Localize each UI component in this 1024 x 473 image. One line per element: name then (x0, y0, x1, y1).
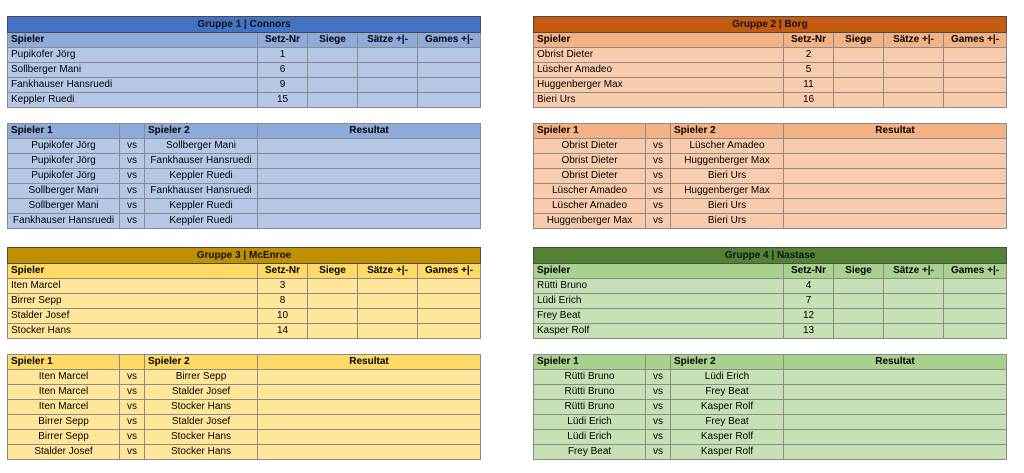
player-saetze-cell[interactable] (358, 279, 418, 294)
player-saetze-cell[interactable] (358, 48, 418, 63)
player-name[interactable]: Huggenberger Max (534, 78, 784, 93)
col-header-resultat: Resultat (784, 355, 1007, 370)
matches-table (533, 123, 1007, 229)
group-title: Gruppe 4 | Nastase (534, 248, 1007, 264)
match-result-cell[interactable] (784, 415, 1007, 430)
match-row (8, 445, 481, 460)
player-row (8, 294, 481, 309)
match-player-1[interactable]: Sollberger Mani (8, 199, 120, 214)
standings-header (534, 264, 1007, 279)
col-header-spieler-1: Spieler 1 (534, 355, 646, 370)
player-name[interactable]: Lüdi Erich (534, 294, 784, 309)
match-row (8, 154, 481, 169)
match-result-cell[interactable] (258, 199, 481, 214)
player-seed[interactable]: 14 (258, 324, 308, 339)
player-games-cell[interactable] (944, 78, 1007, 93)
player-seed[interactable]: 11 (784, 78, 834, 93)
match-player-2[interactable]: Stocker Hans (145, 430, 258, 445)
match-player-1[interactable]: Pupikofer Jörg (8, 154, 120, 169)
player-name[interactable]: Stocker Hans (8, 324, 258, 339)
match-player-2[interactable]: Fankhauser Hansruedi (145, 184, 258, 199)
col-header-games: Games +|- (944, 264, 1007, 279)
player-row (8, 93, 481, 108)
player-name[interactable]: Bieri Urs (534, 93, 784, 108)
player-games-cell[interactable] (944, 309, 1007, 324)
player-games-cell[interactable] (944, 324, 1007, 339)
player-siege-cell[interactable] (834, 78, 884, 93)
match-player-2[interactable]: Huggenberger Max (671, 184, 784, 199)
match-vs: vs (646, 385, 671, 400)
match-vs: vs (120, 430, 145, 445)
player-games-cell[interactable] (418, 48, 481, 63)
match-result-cell[interactable] (258, 385, 481, 400)
player-row (8, 48, 481, 63)
standings-table (7, 247, 481, 339)
match-result-cell[interactable] (258, 154, 481, 169)
player-seed[interactable]: 10 (258, 309, 308, 324)
match-vs: vs (646, 199, 671, 214)
player-name[interactable]: Kasper Rolf (534, 324, 784, 339)
col-header-spieler: Spieler (534, 33, 784, 48)
player-name[interactable]: Keppler Ruedi (8, 93, 258, 108)
match-player-1[interactable]: Rütti Bruno (534, 385, 646, 400)
match-player-2[interactable]: Bieri Urs (671, 214, 784, 229)
match-player-2[interactable]: Sollberger Mani (145, 139, 258, 154)
player-seed[interactable]: 3 (258, 279, 308, 294)
player-row (8, 309, 481, 324)
col-header-spieler-2: Spieler 2 (145, 355, 258, 370)
standings-table (533, 16, 1007, 108)
player-row (534, 294, 1007, 309)
match-player-1[interactable]: Lüscher Amadeo (534, 184, 646, 199)
standings-header (8, 33, 481, 48)
match-row (8, 199, 481, 214)
match-player-1[interactable]: Iten Marcel (8, 400, 120, 415)
standings-table (533, 247, 1007, 339)
player-siege-cell[interactable] (834, 309, 884, 324)
player-games-cell[interactable] (418, 78, 481, 93)
match-player-1[interactable]: Lüdi Erich (534, 415, 646, 430)
match-player-1[interactable]: Lüscher Amadeo (534, 199, 646, 214)
match-row (534, 400, 1007, 415)
match-player-1[interactable]: Huggenberger Max (534, 214, 646, 229)
match-row (8, 169, 481, 184)
player-seed[interactable]: 8 (258, 294, 308, 309)
player-seed[interactable]: 12 (784, 309, 834, 324)
match-vs: vs (120, 400, 145, 415)
player-name[interactable]: Sollberger Mani (8, 63, 258, 78)
match-player-1[interactable]: Stalder Josef (8, 445, 120, 460)
match-result-cell[interactable] (258, 139, 481, 154)
player-seed[interactable]: 1 (258, 48, 308, 63)
match-vs: vs (646, 154, 671, 169)
match-player-1[interactable]: Obrist Dieter (534, 154, 646, 169)
col-header-siege: Siege (834, 33, 884, 48)
col-header-games: Games +|- (418, 264, 481, 279)
match-player-2[interactable]: Bieri Urs (671, 169, 784, 184)
match-player-2[interactable]: Frey Beat (671, 415, 784, 430)
group-title: Gruppe 3 | McEnroe (8, 248, 481, 264)
match-player-2[interactable]: Kasper Rolf (671, 445, 784, 460)
match-player-1[interactable]: Obrist Dieter (534, 169, 646, 184)
match-result-cell[interactable] (784, 199, 1007, 214)
player-name[interactable]: Iten Marcel (8, 279, 258, 294)
match-vs: vs (646, 139, 671, 154)
player-row (534, 93, 1007, 108)
player-games-cell[interactable] (418, 63, 481, 78)
match-player-2[interactable]: Huggenberger Max (671, 154, 784, 169)
match-player-1[interactable]: Birrer Sepp (8, 415, 120, 430)
player-saetze-cell[interactable] (884, 324, 944, 339)
player-name[interactable]: Stalder Josef (8, 309, 258, 324)
player-siege-cell[interactable] (834, 48, 884, 63)
match-player-1[interactable]: Rütti Bruno (534, 370, 646, 385)
match-player-2[interactable]: Frey Beat (671, 385, 784, 400)
col-header-siege: Siege (834, 264, 884, 279)
col-header-saetze: Sätze +|- (358, 33, 418, 48)
group-4 (533, 247, 1006, 460)
player-name[interactable]: Obrist Dieter (534, 48, 784, 63)
match-vs: vs (120, 214, 145, 229)
player-seed[interactable]: 7 (784, 294, 834, 309)
col-header-spieler-2: Spieler 2 (671, 355, 784, 370)
match-row (8, 385, 481, 400)
player-games-cell[interactable] (944, 93, 1007, 108)
match-result-cell[interactable] (784, 169, 1007, 184)
col-header-spieler: Spieler (8, 33, 258, 48)
player-row (534, 324, 1007, 339)
match-row (534, 385, 1007, 400)
match-player-1[interactable]: Rütti Bruno (534, 400, 646, 415)
player-siege-cell[interactable] (834, 63, 884, 78)
match-player-2[interactable]: Lüdi Erich (671, 370, 784, 385)
match-vs: vs (646, 430, 671, 445)
match-player-1[interactable]: Frey Beat (534, 445, 646, 460)
match-player-1[interactable]: Obrist Dieter (534, 139, 646, 154)
match-result-cell[interactable] (258, 430, 481, 445)
match-player-2[interactable]: Stalder Josef (145, 415, 258, 430)
match-vs: vs (646, 445, 671, 460)
match-result-cell[interactable] (784, 445, 1007, 460)
col-header-siege: Siege (308, 33, 358, 48)
matches-header (534, 124, 1007, 139)
player-games-cell[interactable] (944, 63, 1007, 78)
matches-header (8, 124, 481, 139)
standings-table (7, 16, 481, 108)
match-result-cell[interactable] (784, 430, 1007, 445)
player-name[interactable]: Rütti Bruno (534, 279, 784, 294)
match-player-2[interactable]: Keppler Ruedi (145, 214, 258, 229)
col-header-spieler-1: Spieler 1 (534, 124, 646, 139)
match-vs: vs (120, 169, 145, 184)
player-row (8, 279, 481, 294)
player-seed[interactable]: 15 (258, 93, 308, 108)
matches-header (8, 355, 481, 370)
player-siege-cell[interactable] (308, 324, 358, 339)
player-seed[interactable]: 4 (784, 279, 834, 294)
col-header-games: Games +|- (944, 33, 1007, 48)
player-games-cell[interactable] (944, 279, 1007, 294)
standings-header (8, 264, 481, 279)
col-header-spieler-1: Spieler 1 (8, 124, 120, 139)
match-player-2[interactable]: Kasper Rolf (671, 400, 784, 415)
match-row (534, 184, 1007, 199)
player-games-cell[interactable] (944, 48, 1007, 63)
match-player-1[interactable]: Fankhauser Hansruedi (8, 214, 120, 229)
match-player-2[interactable]: Birrer Sepp (145, 370, 258, 385)
match-row (534, 430, 1007, 445)
match-row (534, 199, 1007, 214)
match-player-2[interactable]: Lüscher Amadeo (671, 139, 784, 154)
match-vs: vs (120, 154, 145, 169)
player-saetze-cell[interactable] (884, 48, 944, 63)
player-siege-cell[interactable] (308, 309, 358, 324)
player-seed[interactable]: 16 (784, 93, 834, 108)
player-saetze-cell[interactable] (884, 63, 944, 78)
player-saetze-cell[interactable] (358, 309, 418, 324)
col-header-games: Games +|- (418, 33, 481, 48)
col-header-blank (120, 124, 145, 139)
player-name[interactable]: Fankhauser Hansruedi (8, 78, 258, 93)
player-seed[interactable]: 13 (784, 324, 834, 339)
match-row (534, 139, 1007, 154)
match-vs: vs (120, 139, 145, 154)
player-saetze-cell[interactable] (884, 309, 944, 324)
player-saetze-cell[interactable] (884, 78, 944, 93)
match-result-cell[interactable] (784, 214, 1007, 229)
match-row (534, 169, 1007, 184)
matches-table (7, 354, 481, 460)
match-result-cell[interactable] (258, 415, 481, 430)
match-result-cell[interactable] (258, 370, 481, 385)
match-row (534, 154, 1007, 169)
player-siege-cell[interactable] (308, 279, 358, 294)
col-header-saetze: Sätze +|- (358, 264, 418, 279)
col-header-spieler-2: Spieler 2 (671, 124, 784, 139)
player-siege-cell[interactable] (308, 93, 358, 108)
player-siege-cell[interactable] (308, 294, 358, 309)
match-player-1[interactable]: Sollberger Mani (8, 184, 120, 199)
player-row (534, 309, 1007, 324)
match-row (8, 415, 481, 430)
match-row (534, 415, 1007, 430)
match-player-2[interactable]: Keppler Ruedi (145, 169, 258, 184)
match-result-cell[interactable] (258, 445, 481, 460)
player-seed[interactable]: 9 (258, 78, 308, 93)
match-player-1[interactable]: Iten Marcel (8, 385, 120, 400)
group-1 (7, 16, 480, 229)
col-header-setz-nr: Setz-Nr (784, 33, 834, 48)
player-games-cell[interactable] (418, 294, 481, 309)
match-row (8, 184, 481, 199)
matches-table (533, 354, 1007, 460)
player-row (534, 78, 1007, 93)
player-row (8, 78, 481, 93)
col-header-spieler-2: Spieler 2 (145, 124, 258, 139)
player-saetze-cell[interactable] (358, 78, 418, 93)
match-vs: vs (646, 214, 671, 229)
player-games-cell[interactable] (418, 279, 481, 294)
match-vs: vs (120, 445, 145, 460)
match-result-cell[interactable] (258, 214, 481, 229)
match-result-cell[interactable] (784, 385, 1007, 400)
col-header-blank (646, 124, 671, 139)
match-player-2[interactable]: Stocker Hans (145, 445, 258, 460)
match-vs: vs (120, 385, 145, 400)
match-player-1[interactable]: Pupikofer Jörg (8, 139, 120, 154)
match-vs: vs (646, 184, 671, 199)
group-2 (533, 16, 1006, 229)
player-siege-cell[interactable] (308, 48, 358, 63)
match-row (534, 214, 1007, 229)
player-saetze-cell[interactable] (884, 93, 944, 108)
player-name[interactable]: Lüscher Amadeo (534, 63, 784, 78)
match-row (8, 214, 481, 229)
player-saetze-cell[interactable] (884, 294, 944, 309)
match-result-cell[interactable] (258, 169, 481, 184)
match-result-cell[interactable] (784, 139, 1007, 154)
match-player-2[interactable]: Fankhauser Hansruedi (145, 154, 258, 169)
player-name[interactable]: Birrer Sepp (8, 294, 258, 309)
match-row (8, 430, 481, 445)
player-games-cell[interactable] (418, 324, 481, 339)
player-seed[interactable]: 5 (784, 63, 834, 78)
match-vs: vs (120, 199, 145, 214)
player-saetze-cell[interactable] (358, 294, 418, 309)
player-row (8, 63, 481, 78)
player-row (8, 324, 481, 339)
match-result-cell[interactable] (258, 184, 481, 199)
match-vs: vs (120, 184, 145, 199)
player-name[interactable]: Frey Beat (534, 309, 784, 324)
match-player-1[interactable]: Lüdi Erich (534, 430, 646, 445)
matches-header (534, 355, 1007, 370)
match-row (8, 370, 481, 385)
match-result-cell[interactable] (258, 400, 481, 415)
col-header-spieler-1: Spieler 1 (8, 355, 120, 370)
col-header-spieler: Spieler (8, 264, 258, 279)
player-siege-cell[interactable] (834, 93, 884, 108)
match-vs: vs (646, 169, 671, 184)
player-seed[interactable]: 6 (258, 63, 308, 78)
col-header-blank (120, 355, 145, 370)
player-siege-cell[interactable] (834, 324, 884, 339)
col-header-resultat: Resultat (784, 124, 1007, 139)
match-vs: vs (120, 370, 145, 385)
player-row (534, 63, 1007, 78)
match-result-cell[interactable] (784, 154, 1007, 169)
player-saetze-cell[interactable] (358, 324, 418, 339)
match-player-1[interactable]: Birrer Sepp (8, 430, 120, 445)
col-header-resultat: Resultat (258, 124, 481, 139)
player-games-cell[interactable] (418, 93, 481, 108)
col-header-saetze: Sätze +|- (884, 264, 944, 279)
player-row (534, 48, 1007, 63)
col-header-spieler: Spieler (534, 264, 784, 279)
match-result-cell[interactable] (784, 400, 1007, 415)
group-3 (7, 247, 480, 460)
col-header-setz-nr: Setz-Nr (258, 33, 308, 48)
player-siege-cell[interactable] (308, 63, 358, 78)
match-player-2[interactable]: Bieri Urs (671, 199, 784, 214)
match-row (534, 370, 1007, 385)
col-header-setz-nr: Setz-Nr (258, 264, 308, 279)
col-header-siege: Siege (308, 264, 358, 279)
match-vs: vs (646, 370, 671, 385)
player-games-cell[interactable] (944, 294, 1007, 309)
group-title: Gruppe 1 | Connors (8, 17, 481, 33)
player-siege-cell[interactable] (834, 279, 884, 294)
col-header-blank (646, 355, 671, 370)
match-player-1[interactable]: Pupikofer Jörg (8, 169, 120, 184)
match-row (8, 139, 481, 154)
col-header-resultat: Resultat (258, 355, 481, 370)
match-player-2[interactable]: Kasper Rolf (671, 430, 784, 445)
col-header-saetze: Sätze +|- (884, 33, 944, 48)
match-row (534, 445, 1007, 460)
match-row (8, 400, 481, 415)
col-header-setz-nr: Setz-Nr (784, 264, 834, 279)
match-player-2[interactable]: Stocker Hans (145, 400, 258, 415)
group-title: Gruppe 2 | Borg (534, 17, 1007, 33)
match-vs: vs (646, 415, 671, 430)
match-player-2[interactable]: Stalder Josef (145, 385, 258, 400)
player-siege-cell[interactable] (308, 78, 358, 93)
player-games-cell[interactable] (418, 309, 481, 324)
player-row (534, 279, 1007, 294)
match-result-cell[interactable] (784, 370, 1007, 385)
match-player-2[interactable]: Keppler Ruedi (145, 199, 258, 214)
match-player-1[interactable]: Iten Marcel (8, 370, 120, 385)
player-saetze-cell[interactable] (884, 279, 944, 294)
matches-table (7, 123, 481, 229)
player-siege-cell[interactable] (834, 294, 884, 309)
player-name[interactable]: Pupikofer Jörg (8, 48, 258, 63)
standings-header (534, 33, 1007, 48)
match-vs: vs (120, 415, 145, 430)
player-saetze-cell[interactable] (358, 93, 418, 108)
player-saetze-cell[interactable] (358, 63, 418, 78)
match-vs: vs (646, 400, 671, 415)
player-seed[interactable]: 2 (784, 48, 834, 63)
match-result-cell[interactable] (784, 184, 1007, 199)
